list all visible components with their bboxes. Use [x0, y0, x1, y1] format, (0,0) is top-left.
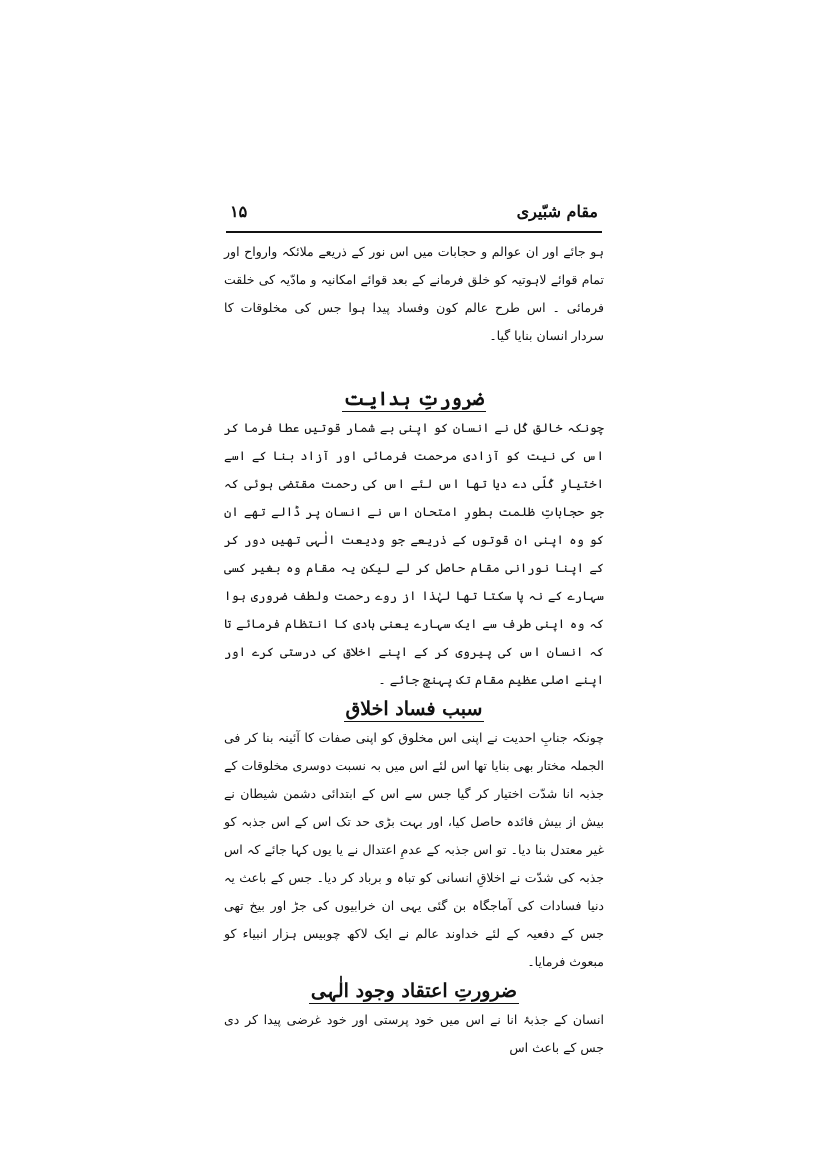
page-header — [228, 200, 600, 228]
intro-paragraph: ہو جائے اور ان عوالم و حجابات میں اس نور کے ذریعے ملائکہ وارواح اور تمام قوائے لاہوتیہ کو خلق فرمانے کے بعد قوائے امکانیہ و مادّیہ کی خلقت فرمائی ۔ اس طرح عالم کون وفساد پیدا ہوا جس کی مخلوقات کا سردار انسان بنایا گیا۔ — [224, 244, 604, 343]
guidance-paragraph: چونکہ خالق کُل نے انسان کو اپنی بے شمار قوتیں عطا فرما کر اس کی نیت کو آزادی مرحمت فرمائی اور آزاد بنا کے اسے اختیارِ کُلّی دے دیا تھا اس لئے اس کی رحمت مقتضی ہوئی کہ جو حجاباتِ ظلمت بطورِ امتحان اس نے انسان پر ڈالے تھے ان کو وہ اپنی ان قوتوں کے ذریعے جو ودیعت الٰہی تھیں دور کر کے اپنا نورانی مقام حاصل کر لے لیکن یہ مقام وہ بغیر کسی سہارے کے نہ پا سکتا تھا لہٰذا از روے رحمت ولطف ضروری ہوا کہ وہ اپنی طرف سے ایک سہارے یعنی ہادی کا انتظام فرمائے تا کہ انسان اس کی پیروی کر کے اپنے اخلاق کی درستی کرے اور اپنے اصلی عظیم مقام تک پہنچ جائے ۔ — [224, 420, 604, 687]
section-heading-belief-in-god-text: ضرورتِ اعتقاد وجود الٰہی — [310, 980, 518, 1002]
book-title: مقام شبّیری — [516, 202, 598, 221]
page-number: ۱۵ — [230, 202, 248, 221]
moral-corruption-paragraph: چونکہ جنابِ احدیت نے اپنی اس مخلوق کو اپنی صفات کا آئینہ بنا کر فی الجملہ مختار بھی بنایا تھا اس لئے اس میں بہ نسبت دوسری مخلوقات کے جذبہ انا شدّت اختیار کر گیا جس سے اس کے ابتدائی دشمن شیطان نے بیش از بیش فائدہ حاصل کیا، اور بہت بڑی حد تک اس کے اس جذبہ کو غیر معتدل بنا دیا۔ تو اس جذبہ کے عدمِ اعتدال نے یا یوں کہا جائے کہ اس جذبہ کی شدّت نے اخلاقِ انسانی کو تباہ و برباد کر دیا۔ جس کے باعث یہ دنیا فسادات کی آماجگاہ بن گئی یہی ان خرابیوں کی جڑ اور بیخ تھی جس کے دفعیہ کے لئے خداوند عالم نے ایک لاکھ چوبیس ہزار انبیاء کو مبعوث فرمایا۔ — [224, 730, 604, 969]
section-heading-guidance — [224, 384, 604, 414]
section-heading-guidance-text: ضرورتِ ہدایت — [343, 388, 485, 410]
header-divider — [226, 231, 602, 233]
section-heading-moral-corruption — [224, 694, 604, 724]
section-heading-moral-corruption-text: سبب فساد اخلاق — [345, 698, 483, 720]
belief-in-god-paragraph: انسان کے جذبۂ انا نے اس میں خود پرستی اور خود غرضی پیدا کر دی جس کے باعث اس — [224, 1012, 604, 1055]
page-body — [224, 238, 604, 1062]
section-heading-belief-in-god — [224, 976, 604, 1006]
